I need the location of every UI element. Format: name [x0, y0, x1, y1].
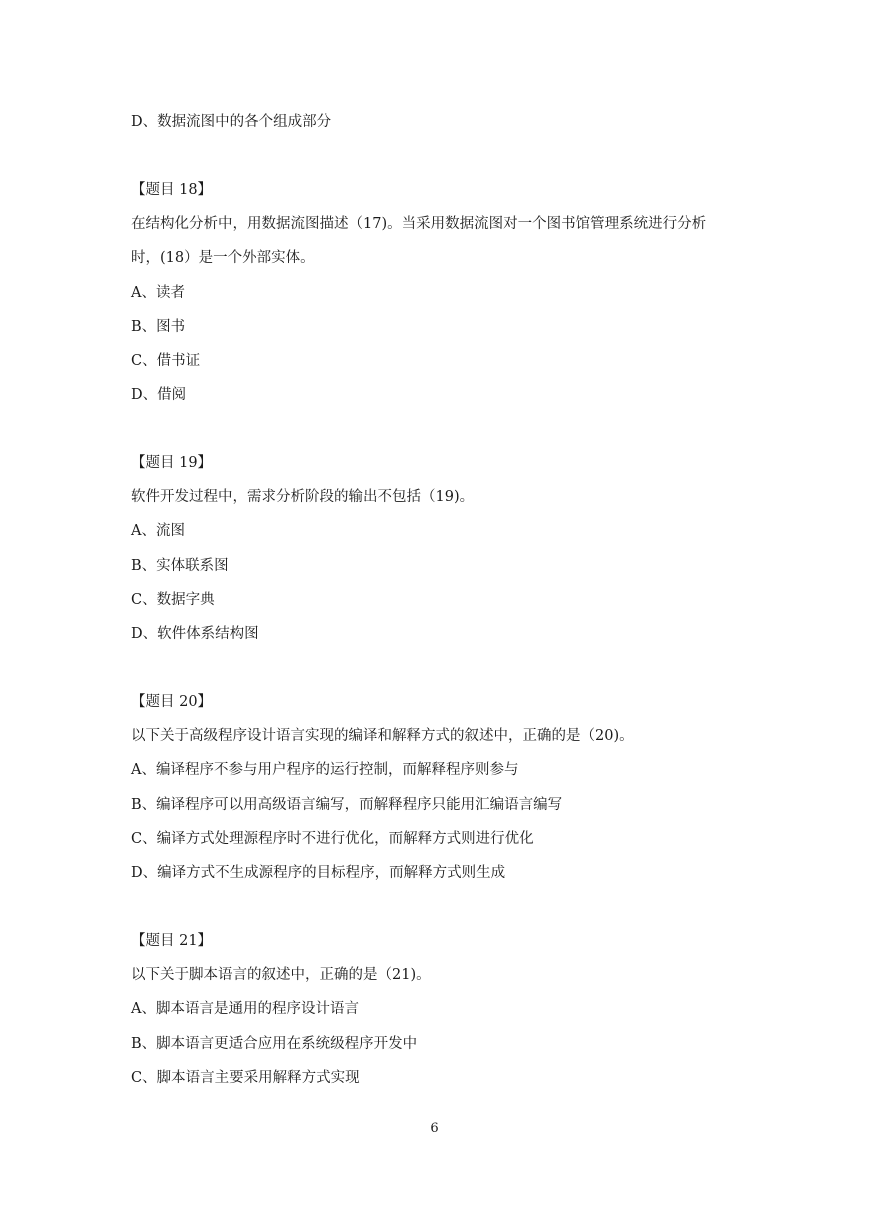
q18-stem-line1: 在结构化分析中，用数据流图描述（17)。当采用数据流图对一个图书馆管理系统进行分析	[131, 216, 707, 232]
q18-option-c: C、借书证	[131, 353, 201, 369]
q20-option-b: B、编译程序可以用高级语言编写，而解释程序只能用汇编语言编写	[131, 797, 563, 813]
q19-stem: 软件开发过程中，需求分析阶段的输出不包括（19)。	[131, 489, 475, 505]
q18-option-b: B、图书	[131, 319, 186, 335]
q18-stem-line2: 时，(18）是一个外部实体。	[131, 250, 315, 266]
q19-option-c: C、数据字典	[131, 592, 215, 608]
q18-option-d: D、借阅	[131, 387, 187, 403]
q20-option-a: A、编译程序不参与用户程序的运行控制，而解释程序则参与	[131, 762, 519, 778]
q20-heading: 【题目 20】	[131, 694, 213, 710]
q21-option-b: B、脚本语言更适合应用在系统级程序开发中	[131, 1036, 418, 1052]
q20-option-c: C、编译方式处理源程序时不进行优化，而解释方式则进行优化	[131, 831, 534, 847]
q18-heading: 【题目 18】	[131, 182, 213, 198]
q19-option-a: A、流图	[131, 523, 185, 539]
q17-option-d: D、数据流图中的各个组成部分	[131, 114, 332, 130]
q21-option-c: C、脚本语言主要采用解释方式实现	[131, 1070, 360, 1086]
q21-option-a: A、脚本语言是通用的程序设计语言	[131, 1001, 359, 1017]
q19-option-d: D、软件体系结构图	[131, 626, 259, 642]
q19-heading: 【题目 19】	[131, 455, 213, 471]
q20-stem: 以下关于高级程序设计语言实现的编译和解释方式的叙述中，正确的是（20)。	[131, 728, 634, 744]
q21-stem: 以下关于脚本语言的叙述中，正确的是（21)。	[131, 967, 431, 983]
q20-option-d: D、编译方式不生成源程序的目标程序，而解释方式则生成	[131, 865, 506, 881]
q19-option-b: B、实体联系图	[131, 558, 229, 574]
page-number: 6	[430, 1121, 439, 1136]
q21-heading: 【题目 21】	[131, 933, 213, 949]
q18-option-a: A、读者	[131, 285, 185, 301]
